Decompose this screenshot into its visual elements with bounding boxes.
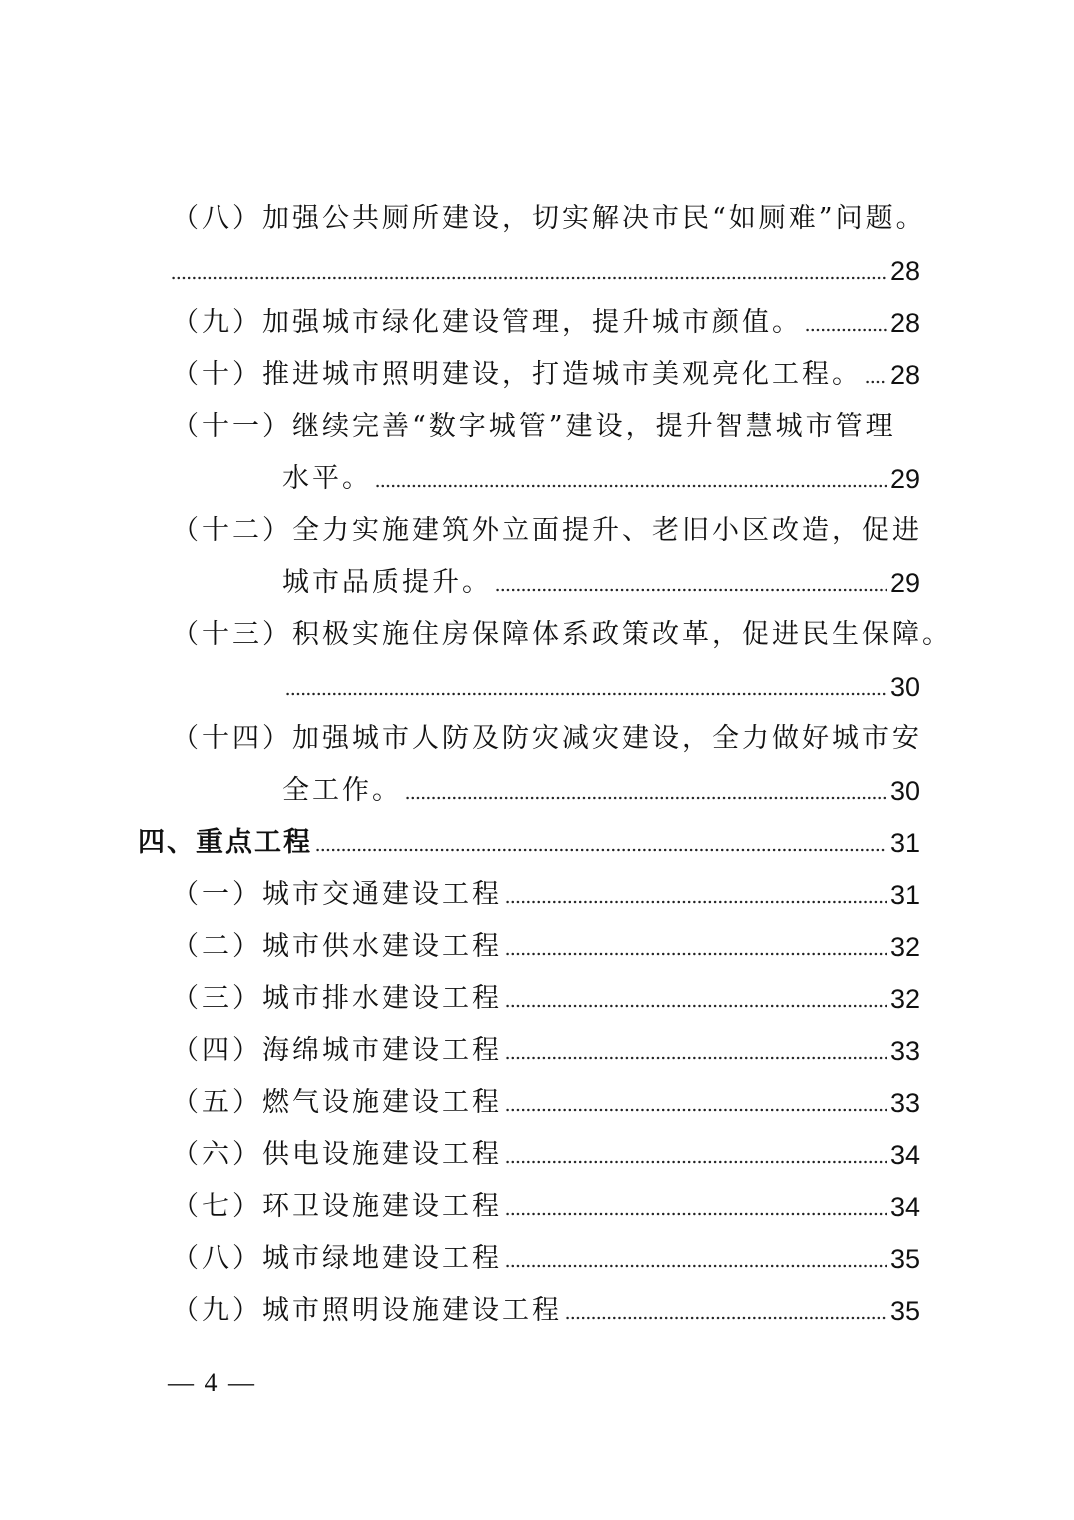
toc-entry-title: （一）城市交通建设工程 [172, 879, 502, 910]
dot-leader [865, 380, 887, 384]
toc-page-number: 28 [889, 256, 920, 286]
toc-page-number: 30 [889, 776, 920, 806]
toc-entry-continuation: 全工作。 [282, 775, 402, 806]
toc-page-number: 34 [889, 1192, 920, 1222]
toc-page-number: 33 [889, 1088, 920, 1118]
toc-entry-title: （七）环卫设施建设工程 [172, 1191, 502, 1222]
toc-page-number: 29 [889, 568, 920, 598]
toc-entry-continuation: 水平。 [282, 463, 372, 494]
dot-leader [505, 1212, 887, 1216]
dot-leader [505, 1004, 887, 1008]
toc-entry-title: （八）加强公共厕所建设，切实解决市民“如厕难”问题。 [172, 203, 926, 234]
dot-leader [285, 692, 887, 696]
dot-leader [505, 1056, 887, 1060]
dot-leader [505, 1108, 887, 1112]
toc-entry-title: （九）城市照明设施建设工程 [172, 1295, 562, 1326]
toc-entry-title: （八）城市绿地建设工程 [172, 1243, 502, 1274]
toc-page-number: 28 [889, 308, 920, 338]
toc-page-number: 32 [889, 984, 920, 1014]
toc-entry-title: （二）城市供水建设工程 [172, 931, 502, 962]
dot-leader [405, 796, 887, 800]
toc-page-number: 35 [889, 1244, 920, 1274]
dot-leader [505, 1160, 887, 1164]
toc-entry-title: （九）加强城市绿化建设管理，提升城市颜值。 [172, 307, 802, 338]
toc-page-number: 31 [889, 828, 920, 858]
toc-entry-title: （十四）加强城市人防及防灾减灾建设，全力做好城市安 [172, 723, 922, 754]
toc-entry-continuation: 城市品质提升。 [282, 567, 492, 598]
page-footer-number: — 4 — [168, 1368, 256, 1397]
toc-entry-title: （十二）全力实施建筑外立面提升、老旧小区改造，促进 [172, 515, 922, 546]
toc-entry-title: （十三）积极实施住房保障体系政策改革，促进民生保障。 [172, 619, 952, 650]
dot-leader [505, 1264, 887, 1268]
dot-leader [495, 588, 887, 592]
toc-page-number: 33 [889, 1036, 920, 1066]
toc-page-number: 29 [889, 464, 920, 494]
toc-heading-title: 四、重点工程 [138, 827, 312, 858]
toc-entry-title: （六）供电设施建设工程 [172, 1139, 502, 1170]
dot-leader [805, 328, 887, 332]
dot-leader [505, 952, 887, 956]
dot-leader [505, 900, 887, 904]
toc-page-number: 30 [889, 672, 920, 702]
toc-page-number: 28 [889, 360, 920, 390]
toc-entry-title: （十）推进城市照明建设，打造城市美观亮化工程。 [172, 359, 862, 390]
toc-page-number: 35 [889, 1296, 920, 1326]
toc-page-number: 32 [889, 932, 920, 962]
dot-leader [565, 1316, 887, 1320]
dot-leader [315, 848, 887, 852]
toc-entry-title: （五）燃气设施建设工程 [172, 1087, 502, 1118]
toc-entry-title: （三）城市排水建设工程 [172, 983, 502, 1014]
dot-leader [375, 484, 887, 488]
toc-page-number: 31 [889, 880, 920, 910]
toc-page-number: 34 [889, 1140, 920, 1170]
toc-entry-title: （十一）继续完善“数字城管”建设，提升智慧城市管理 [172, 411, 896, 442]
toc-entry-title: （四）海绵城市建设工程 [172, 1035, 502, 1066]
dot-leader [171, 276, 887, 280]
